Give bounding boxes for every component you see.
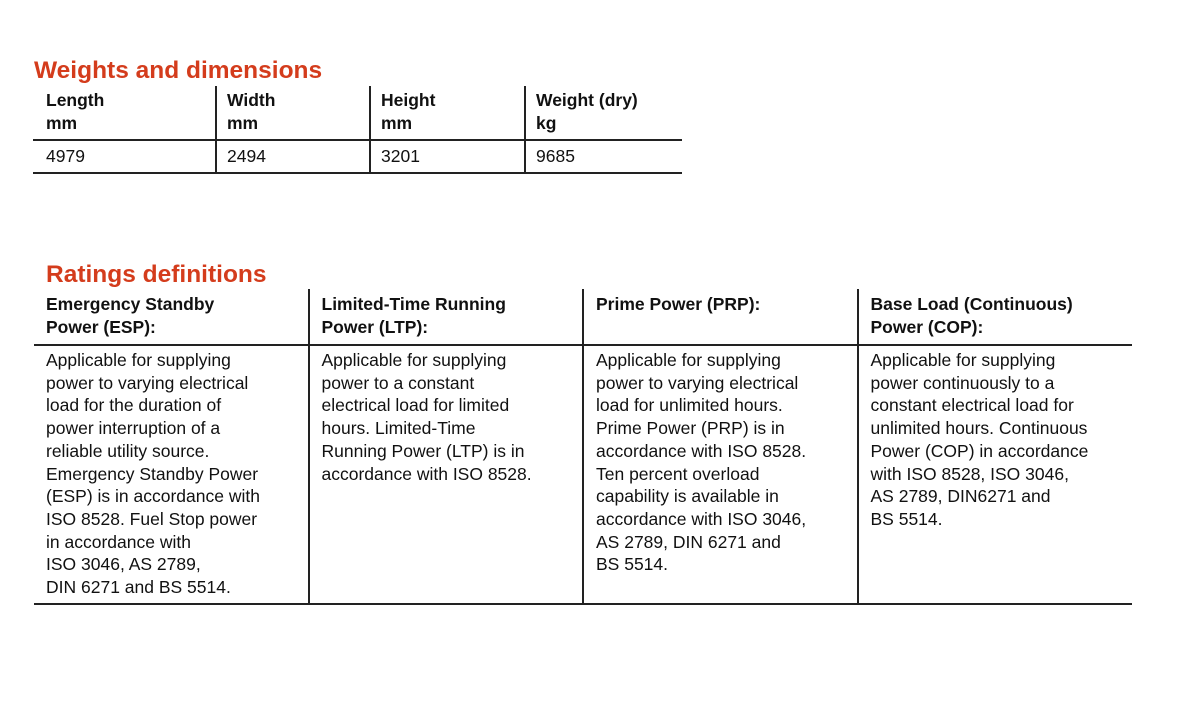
header-line: Base Load (Continuous): [870, 294, 1073, 314]
definition-line: Applicable for supplying: [870, 350, 1056, 370]
definition-line: BS 5514.: [870, 508, 943, 529]
definition-line: hours. Limited-Time: [321, 418, 476, 439]
weights-value-row: [33, 140, 682, 173]
definition-line: ISO 3046, AS 2789,: [46, 554, 201, 575]
definition-line: power to varying electrical: [596, 372, 799, 393]
definition-line: Applicable for supplying: [596, 350, 781, 370]
definition-line: with ISO 8528, ISO 3046,: [870, 463, 1069, 484]
value-text: 2494: [227, 146, 266, 166]
header-label: Width: [227, 90, 276, 110]
definition-esp: [34, 345, 309, 604]
definition-line: Prime Power (PRP) is in: [596, 418, 785, 439]
header-length: [33, 86, 216, 140]
definition-line: AS 2789, DIN 6271 and: [596, 531, 781, 552]
header-width: [216, 86, 370, 140]
definition-line: Power (COP) in accordance: [870, 440, 1089, 461]
definition-line: Running Power (LTP) is in: [321, 440, 525, 461]
value-length: [33, 140, 216, 173]
definition-line: power to a constant: [321, 372, 475, 393]
definition-line: capability is available in: [596, 486, 779, 507]
ratings-definitions-title: Ratings definitions: [46, 261, 267, 288]
definition-line: Applicable for supplying: [321, 350, 507, 370]
definition-line: AS 2789, DIN6271 and: [870, 486, 1051, 507]
value-height: [370, 140, 525, 173]
definition-line: ISO 8528. Fuel Stop power: [46, 508, 258, 529]
header-line: Emergency Standby: [46, 294, 215, 314]
definition-line: reliable utility source.: [46, 440, 210, 461]
definition-line: (ESP) is in accordance with: [46, 486, 260, 507]
value-weight-dry: [525, 140, 682, 173]
header-line: Limited-Time Running: [321, 294, 506, 314]
definition-prp: [583, 345, 858, 604]
header-height: [370, 86, 525, 140]
ratings-body-row: [34, 345, 1132, 604]
definition-line: Ten percent overload: [596, 463, 760, 484]
weights-dimensions-title: Weights and dimensions: [34, 57, 323, 84]
ratings-header-row: [34, 289, 1132, 345]
value-text: 3201: [381, 146, 420, 166]
definition-line: accordance with ISO 8528.: [321, 463, 532, 484]
definition-cop: [858, 345, 1133, 604]
weights-dimensions-table: [33, 86, 682, 174]
definition-line: BS 5514.: [596, 554, 668, 575]
value-text: 9685: [536, 146, 575, 166]
header-unit: mm: [227, 112, 259, 133]
value-text: 4979: [46, 146, 85, 166]
definition-line: load for unlimited hours.: [596, 395, 783, 416]
header-label: Length: [46, 90, 105, 110]
header-label: Weight (dry): [536, 90, 638, 110]
definition-line: Applicable for supplying: [46, 350, 231, 370]
header-prp: [583, 289, 858, 345]
header-line: Power (COP):: [870, 316, 984, 337]
definition-line: unlimited hours. Continuous: [870, 418, 1088, 439]
definition-line: power continuously to a: [870, 372, 1055, 393]
definition-line: accordance with ISO 8528.: [596, 440, 807, 461]
header-label: Height: [381, 90, 436, 110]
definition-line: power to varying electrical: [46, 372, 249, 393]
weights-header-row: [33, 86, 682, 140]
definition-line: in accordance with: [46, 531, 191, 552]
definition-line: DIN 6271 and BS 5514.: [46, 577, 231, 598]
header-esp: [34, 289, 309, 345]
ratings-definitions-table: [34, 289, 1132, 605]
definition-line: power interruption of a: [46, 418, 221, 439]
definition-line: Emergency Standby Power: [46, 463, 259, 484]
header-unit: mm: [381, 112, 413, 133]
header-cop: [858, 289, 1133, 345]
value-width: [216, 140, 370, 173]
header-weight-dry: [525, 86, 682, 140]
header-line: Power (ESP):: [46, 316, 156, 337]
header-line: Prime Power (PRP):: [596, 294, 761, 314]
definition-line: electrical load for limited: [321, 395, 510, 416]
definition-line: load for the duration of: [46, 395, 222, 416]
definition-line: constant electrical load for: [870, 395, 1074, 416]
header-line: Power (LTP):: [321, 316, 429, 337]
definition-ltp: [309, 345, 584, 604]
definition-line: accordance with ISO 3046,: [596, 508, 807, 529]
header-ltp: [309, 289, 584, 345]
header-unit: kg: [536, 112, 557, 133]
header-unit: mm: [46, 112, 78, 133]
